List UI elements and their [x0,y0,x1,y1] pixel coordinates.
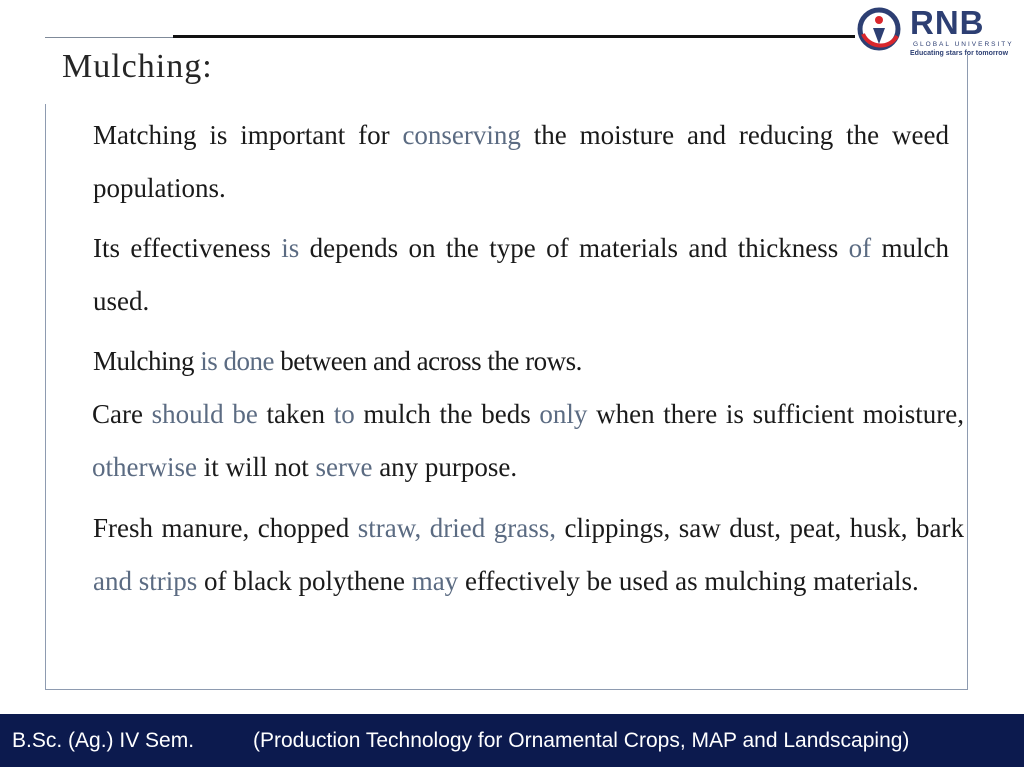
text-run: Its effectiveness [93,233,282,263]
text-run: clippings, saw dust, peat, husk, bark [555,513,964,543]
text-run: any purpose. [372,452,518,482]
text-run: it will not [196,452,316,482]
text-run: of black polythene [197,566,412,596]
text-run: of [848,233,872,263]
text-run: effectively be used as mulching materials. [458,566,919,596]
text-run: should be [151,399,258,429]
text-run: dried grass, [429,513,556,543]
text-run: when there is sufficient moisture, [587,399,964,429]
slide-title: Mulching: [62,48,213,85]
logo-subtitle: GLOBAL UNIVERSITY [913,41,1014,48]
footer-subject: (Production Technology for Ornamental Crops, MAP and Landscaping) [253,729,910,752]
globe-person-icon [855,4,907,54]
text-run: strips [138,566,198,596]
text-run: Care [92,399,152,429]
text-run: the moisture and reducing the weed populations. [93,120,949,203]
university-logo [855,4,1023,60]
text-run [132,566,139,596]
paragraph-3 [93,335,949,388]
header-rule-thin [45,37,173,38]
text-run: Mulching [93,346,201,376]
text-run: conserving [402,120,521,150]
text-run: may [411,566,459,596]
paragraph-2 [93,222,949,328]
text-run: is [281,233,300,263]
text-run: otherwise [92,452,197,482]
text-run: mulch used. [93,233,949,316]
paragraph-1 [93,109,949,215]
paragraph-5 [93,502,964,608]
text-run: depends on the type of materials and thickness [299,233,849,263]
text-run: Matching is important for [93,120,403,150]
text-run: Fresh manure, chopped [93,513,358,543]
text-run: is done [200,346,274,376]
footer-bar [0,714,1024,767]
header-rule-thick [173,35,855,38]
text-run: to [333,399,355,429]
text-run: and [93,566,132,596]
logo-name: RNB [910,4,985,41]
text-run: serve [315,452,373,482]
text-run: between and across the rows. [274,346,582,376]
footer-course: B.Sc. (Ag.) IV Sem. [12,729,195,752]
frame-edge [967,55,968,105]
text-run: only [539,399,588,429]
text-run: mulch the beds [354,399,540,429]
paragraph-4 [92,388,964,494]
text-run [421,513,430,543]
text-run: straw, [357,513,422,543]
logo-tagline: Educating stars for tomorrow [910,50,1009,57]
text-run: taken [257,399,334,429]
